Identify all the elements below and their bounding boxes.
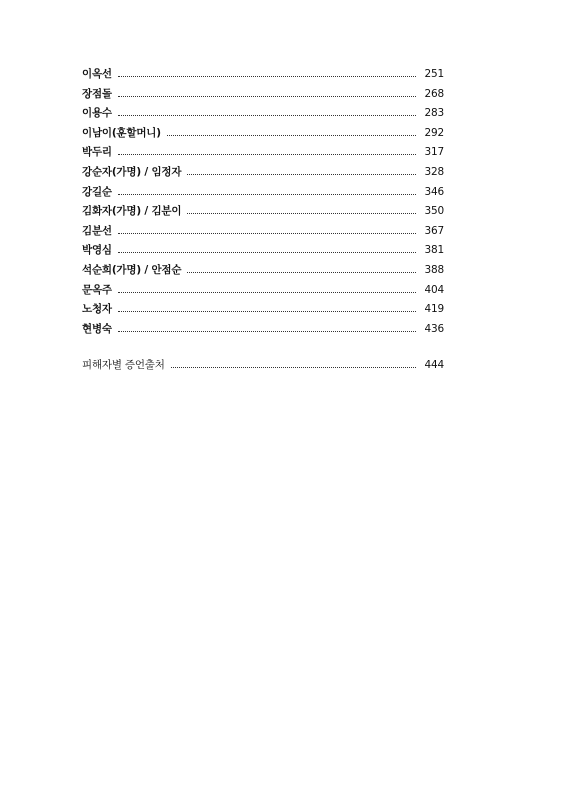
toc-entry[interactable] xyxy=(82,262,444,282)
toc-entry-appendix[interactable] xyxy=(82,357,444,377)
toc-entry[interactable] xyxy=(82,86,444,106)
toc-entry-page: 346 xyxy=(424,185,444,198)
dot-leader xyxy=(187,173,416,175)
toc-entry-page: 404 xyxy=(424,283,444,296)
toc-entry-page: 367 xyxy=(424,224,444,237)
toc-entry-name: 강순자(가명) / 임정자 xyxy=(82,165,182,178)
toc-entry-name: 강길순 xyxy=(82,185,112,198)
toc-entry-name: 박영심 xyxy=(82,244,112,257)
dot-leader xyxy=(187,212,416,214)
toc-entry-name: 석순희(가명) / 안점순 xyxy=(82,263,182,276)
dot-leader xyxy=(187,271,416,273)
toc-entry-page: 283 xyxy=(424,107,444,120)
toc-entry[interactable] xyxy=(82,282,444,302)
table-of-contents xyxy=(82,66,444,340)
toc-entry-page: 268 xyxy=(424,87,444,100)
toc-entry-page: 251 xyxy=(424,68,444,80)
dot-leader xyxy=(118,193,416,195)
toc-entry-page: 381 xyxy=(424,244,444,257)
toc-entry-name: 피해자별 증언출처 xyxy=(82,359,165,371)
toc-entry-page: 388 xyxy=(424,263,444,276)
toc-entry-name: 이남이(훈할머니) xyxy=(82,126,161,139)
dot-leader xyxy=(118,310,416,312)
toc-entry[interactable] xyxy=(82,105,444,125)
toc-entry[interactable] xyxy=(82,223,444,243)
dot-leader xyxy=(118,75,416,77)
toc-entry[interactable] xyxy=(82,301,444,321)
dot-leader xyxy=(167,134,416,136)
dot-leader xyxy=(118,291,416,293)
dot-leader xyxy=(118,153,416,155)
toc-entry-name: 김분선 xyxy=(82,224,112,237)
dot-leader xyxy=(118,251,416,253)
toc-entry-page: 436 xyxy=(424,322,444,335)
toc-entry-name: 이옥선 xyxy=(82,68,112,80)
dot-leader xyxy=(118,95,416,97)
toc-entry-name: 박두리 xyxy=(82,146,112,159)
toc-entry[interactable] xyxy=(82,321,444,341)
toc-entry-page: 444 xyxy=(424,359,444,371)
toc-entry[interactable] xyxy=(82,164,444,184)
toc-entry-page: 317 xyxy=(424,146,444,159)
dot-leader xyxy=(118,232,416,234)
toc-entry[interactable] xyxy=(82,242,444,262)
toc-entry[interactable] xyxy=(82,66,444,86)
toc-entry[interactable] xyxy=(82,203,444,223)
toc-entry-page: 328 xyxy=(424,165,444,178)
toc-entry-page: 292 xyxy=(424,126,444,139)
toc-entry-name: 노청자 xyxy=(82,303,112,316)
toc-entry-name: 이용수 xyxy=(82,107,112,120)
toc-entry[interactable] xyxy=(82,125,444,145)
dot-leader xyxy=(118,330,416,332)
toc-entry-name: 장점돌 xyxy=(82,87,112,100)
toc-entry[interactable] xyxy=(82,184,444,204)
dot-leader xyxy=(118,114,416,116)
toc-entry-name: 김화자(가명) / 김분이 xyxy=(82,205,182,218)
toc-entry[interactable] xyxy=(82,144,444,164)
toc-entry-name: 현병숙 xyxy=(82,322,112,335)
toc-entry-page: 419 xyxy=(424,303,444,316)
toc-appendix xyxy=(82,357,444,377)
toc-entry-page: 350 xyxy=(424,205,444,218)
dot-leader xyxy=(171,366,416,368)
toc-entry-name: 문옥주 xyxy=(82,283,112,296)
